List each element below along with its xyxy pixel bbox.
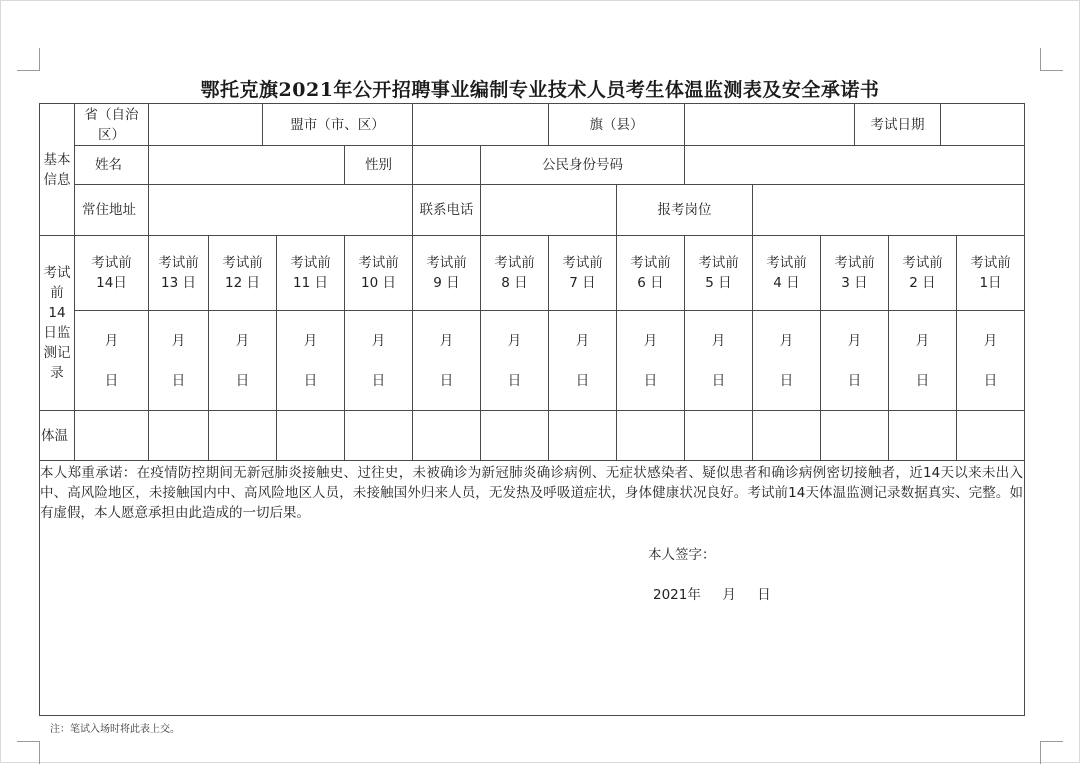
temperature-field[interactable] — [821, 411, 888, 460]
day-header-bottom: 8 日 — [501, 275, 528, 291]
date-entry-cell[interactable] — [277, 311, 344, 410]
position-field[interactable] — [753, 185, 1024, 235]
day-label: 日 — [235, 372, 250, 389]
day-label: 日 — [643, 372, 658, 389]
day-label: 日 — [104, 372, 119, 389]
day-header-top: 考试前 — [158, 255, 199, 271]
day-header — [685, 236, 752, 310]
month-label: 月 — [439, 332, 454, 349]
temperature-field[interactable] — [957, 411, 1024, 460]
date-entry-cell[interactable] — [821, 311, 888, 410]
month-label: 月 — [779, 332, 794, 349]
day-label: 日 — [915, 372, 930, 389]
day-header-top: 考试前 — [562, 255, 603, 271]
basic-info-label: 基本信息 — [43, 151, 71, 188]
day-header-bottom: 13 日 — [161, 275, 196, 291]
day-header — [549, 236, 616, 310]
temperature-field[interactable] — [277, 411, 344, 460]
month-label: 月 — [643, 332, 658, 349]
footnote: 注：笔试入场时将此表上交。 — [50, 724, 180, 735]
day-header-top: 考试前 — [902, 255, 943, 271]
day-header-bottom: 6 日 — [637, 275, 664, 291]
day-header-top: 考试前 — [222, 255, 263, 271]
day-header-top: 考试前 — [630, 255, 671, 271]
month-label: 月 — [575, 332, 590, 349]
day-header — [277, 236, 344, 310]
date-entry-cell[interactable] — [345, 311, 412, 410]
day-header — [889, 236, 956, 310]
day-header-top: 考试前 — [426, 255, 467, 271]
exam-date-label: 考试日期 — [870, 116, 925, 133]
temperature-field[interactable] — [209, 411, 276, 460]
day-label: 日 — [575, 372, 590, 389]
date-entry-cell[interactable] — [753, 311, 820, 410]
phone-field[interactable] — [481, 185, 616, 235]
id-number-label: 公民身份号码 — [542, 157, 623, 173]
day-header-bottom: 9 日 — [433, 275, 460, 291]
gender-label: 性别 — [365, 157, 392, 173]
document-title: 鄂托克旗2021年公开招聘事业编制专业技术人员考生体温监测表及安全承诺书 — [200, 79, 880, 101]
day-label: 日 — [779, 372, 794, 389]
league-city-field[interactable] — [413, 104, 548, 145]
temperature-field[interactable] — [753, 411, 820, 460]
day-header-top: 考试前 — [834, 255, 875, 271]
day-header — [753, 236, 820, 310]
date-entry-cell[interactable] — [957, 311, 1024, 410]
day-header-top: 考试前 — [494, 255, 535, 271]
day-header — [209, 236, 276, 310]
month-label: 月 — [371, 332, 386, 349]
day-label: 日 — [507, 372, 522, 389]
temperature-field[interactable] — [549, 411, 616, 460]
date-entry-cell[interactable] — [549, 311, 616, 410]
month-label: 月 — [171, 332, 186, 349]
gender-field[interactable] — [413, 146, 480, 184]
day-header-bottom: 3 日 — [841, 275, 868, 291]
date-entry-cell[interactable] — [685, 311, 752, 410]
day-header-top: 考试前 — [766, 255, 807, 271]
day-header-top: 考试前 — [91, 255, 132, 271]
day-header-bottom: 1日 — [979, 275, 1002, 291]
temperature-field[interactable] — [75, 411, 148, 460]
date-entry-cell[interactable] — [889, 311, 956, 410]
day-header-top: 考试前 — [290, 255, 331, 271]
name-label: 姓名 — [95, 157, 122, 173]
league-city-label: 盟市（市、区） — [290, 116, 385, 133]
temperature-field[interactable] — [617, 411, 684, 460]
month-label: 月 — [507, 332, 522, 349]
day-header — [481, 236, 548, 310]
day-header-bottom: 14日 — [96, 275, 127, 291]
signature-date: 2021年 月 日 — [653, 587, 771, 603]
date-entry-cell[interactable] — [149, 311, 208, 410]
day-label: 日 — [303, 372, 318, 389]
month-label: 月 — [303, 332, 318, 349]
province-field[interactable] — [149, 104, 262, 145]
month-label: 月 — [104, 332, 119, 349]
commitment-text: 本人郑重承诺：在疫情防控期间无新冠肺炎接触史、过往史，未被确诊为新冠肺炎确诊病例、无症状感染者、疑似患者和确诊病例密切接触者，近14天以来未出入中、高风险地区，未接触国内中、高风险地区人员，未接触国外归来人员，无发热及呼吸道症状，身体健康状况良好。考试前14天体温监测记录数据真实、完整。如有虚假，本人愿意承担由此造成的一切后果。 — [40, 465, 1023, 521]
position-label: 报考岗位 — [657, 202, 712, 218]
day-header — [413, 236, 480, 310]
month-label: 月 — [983, 332, 998, 349]
day-header-bottom: 5 日 — [705, 275, 732, 291]
phone-label: 联系电话 — [419, 202, 474, 218]
day-header-bottom: 10 日 — [361, 275, 396, 291]
banner-county-label: 旗（县） — [589, 116, 644, 133]
day-header-bottom: 11 日 — [293, 275, 328, 291]
day-label: 日 — [983, 372, 998, 389]
day-header — [149, 236, 208, 310]
day-header-bottom: 4 日 — [773, 275, 800, 291]
day-header-bottom: 12 日 — [225, 275, 260, 291]
month-label: 月 — [711, 332, 726, 349]
exam-date-field[interactable] — [941, 104, 1024, 145]
day-header — [75, 236, 148, 310]
day-label: 日 — [371, 372, 386, 389]
name-field[interactable] — [149, 146, 344, 184]
id-number-field[interactable] — [685, 146, 1024, 184]
province-label: 省（自治区） — [84, 106, 139, 143]
temperature-field[interactable] — [413, 411, 480, 460]
temperature-field[interactable] — [889, 411, 956, 460]
address-field[interactable] — [149, 185, 412, 235]
banner-county-field[interactable] — [685, 104, 854, 145]
day-header-top: 考试前 — [358, 255, 399, 271]
date-entry-cell[interactable] — [209, 311, 276, 410]
day-header-top: 考试前 — [698, 255, 739, 271]
day-header-top: 考试前 — [970, 255, 1011, 271]
date-entry-cell[interactable] — [75, 311, 148, 410]
temperature-field[interactable] — [685, 411, 752, 460]
day-label: 日 — [847, 372, 862, 389]
monitor-section-label: 考试前14日监测记录 — [43, 265, 71, 381]
address-label: 常住地址 — [82, 202, 136, 218]
temperature-field[interactable] — [481, 411, 548, 460]
date-entry-cell[interactable] — [481, 311, 548, 410]
day-header — [345, 236, 412, 310]
day-header-bottom: 2 日 — [909, 275, 936, 291]
date-entry-cell[interactable] — [413, 311, 480, 410]
month-label: 月 — [915, 332, 930, 349]
day-label: 日 — [171, 372, 186, 389]
signature-label: 本人签字： — [648, 547, 716, 563]
date-entry-cell[interactable] — [617, 311, 684, 410]
day-header — [617, 236, 684, 310]
day-label: 日 — [439, 372, 454, 389]
temperature-field[interactable] — [149, 411, 208, 460]
temperature-field[interactable] — [345, 411, 412, 460]
month-label: 月 — [847, 332, 862, 349]
day-header — [957, 236, 1024, 310]
day-label: 日 — [711, 372, 726, 389]
month-label: 月 — [235, 332, 250, 349]
temperature-label: 体温 — [41, 427, 68, 444]
day-header — [821, 236, 888, 310]
day-header-bottom: 7 日 — [569, 275, 596, 291]
